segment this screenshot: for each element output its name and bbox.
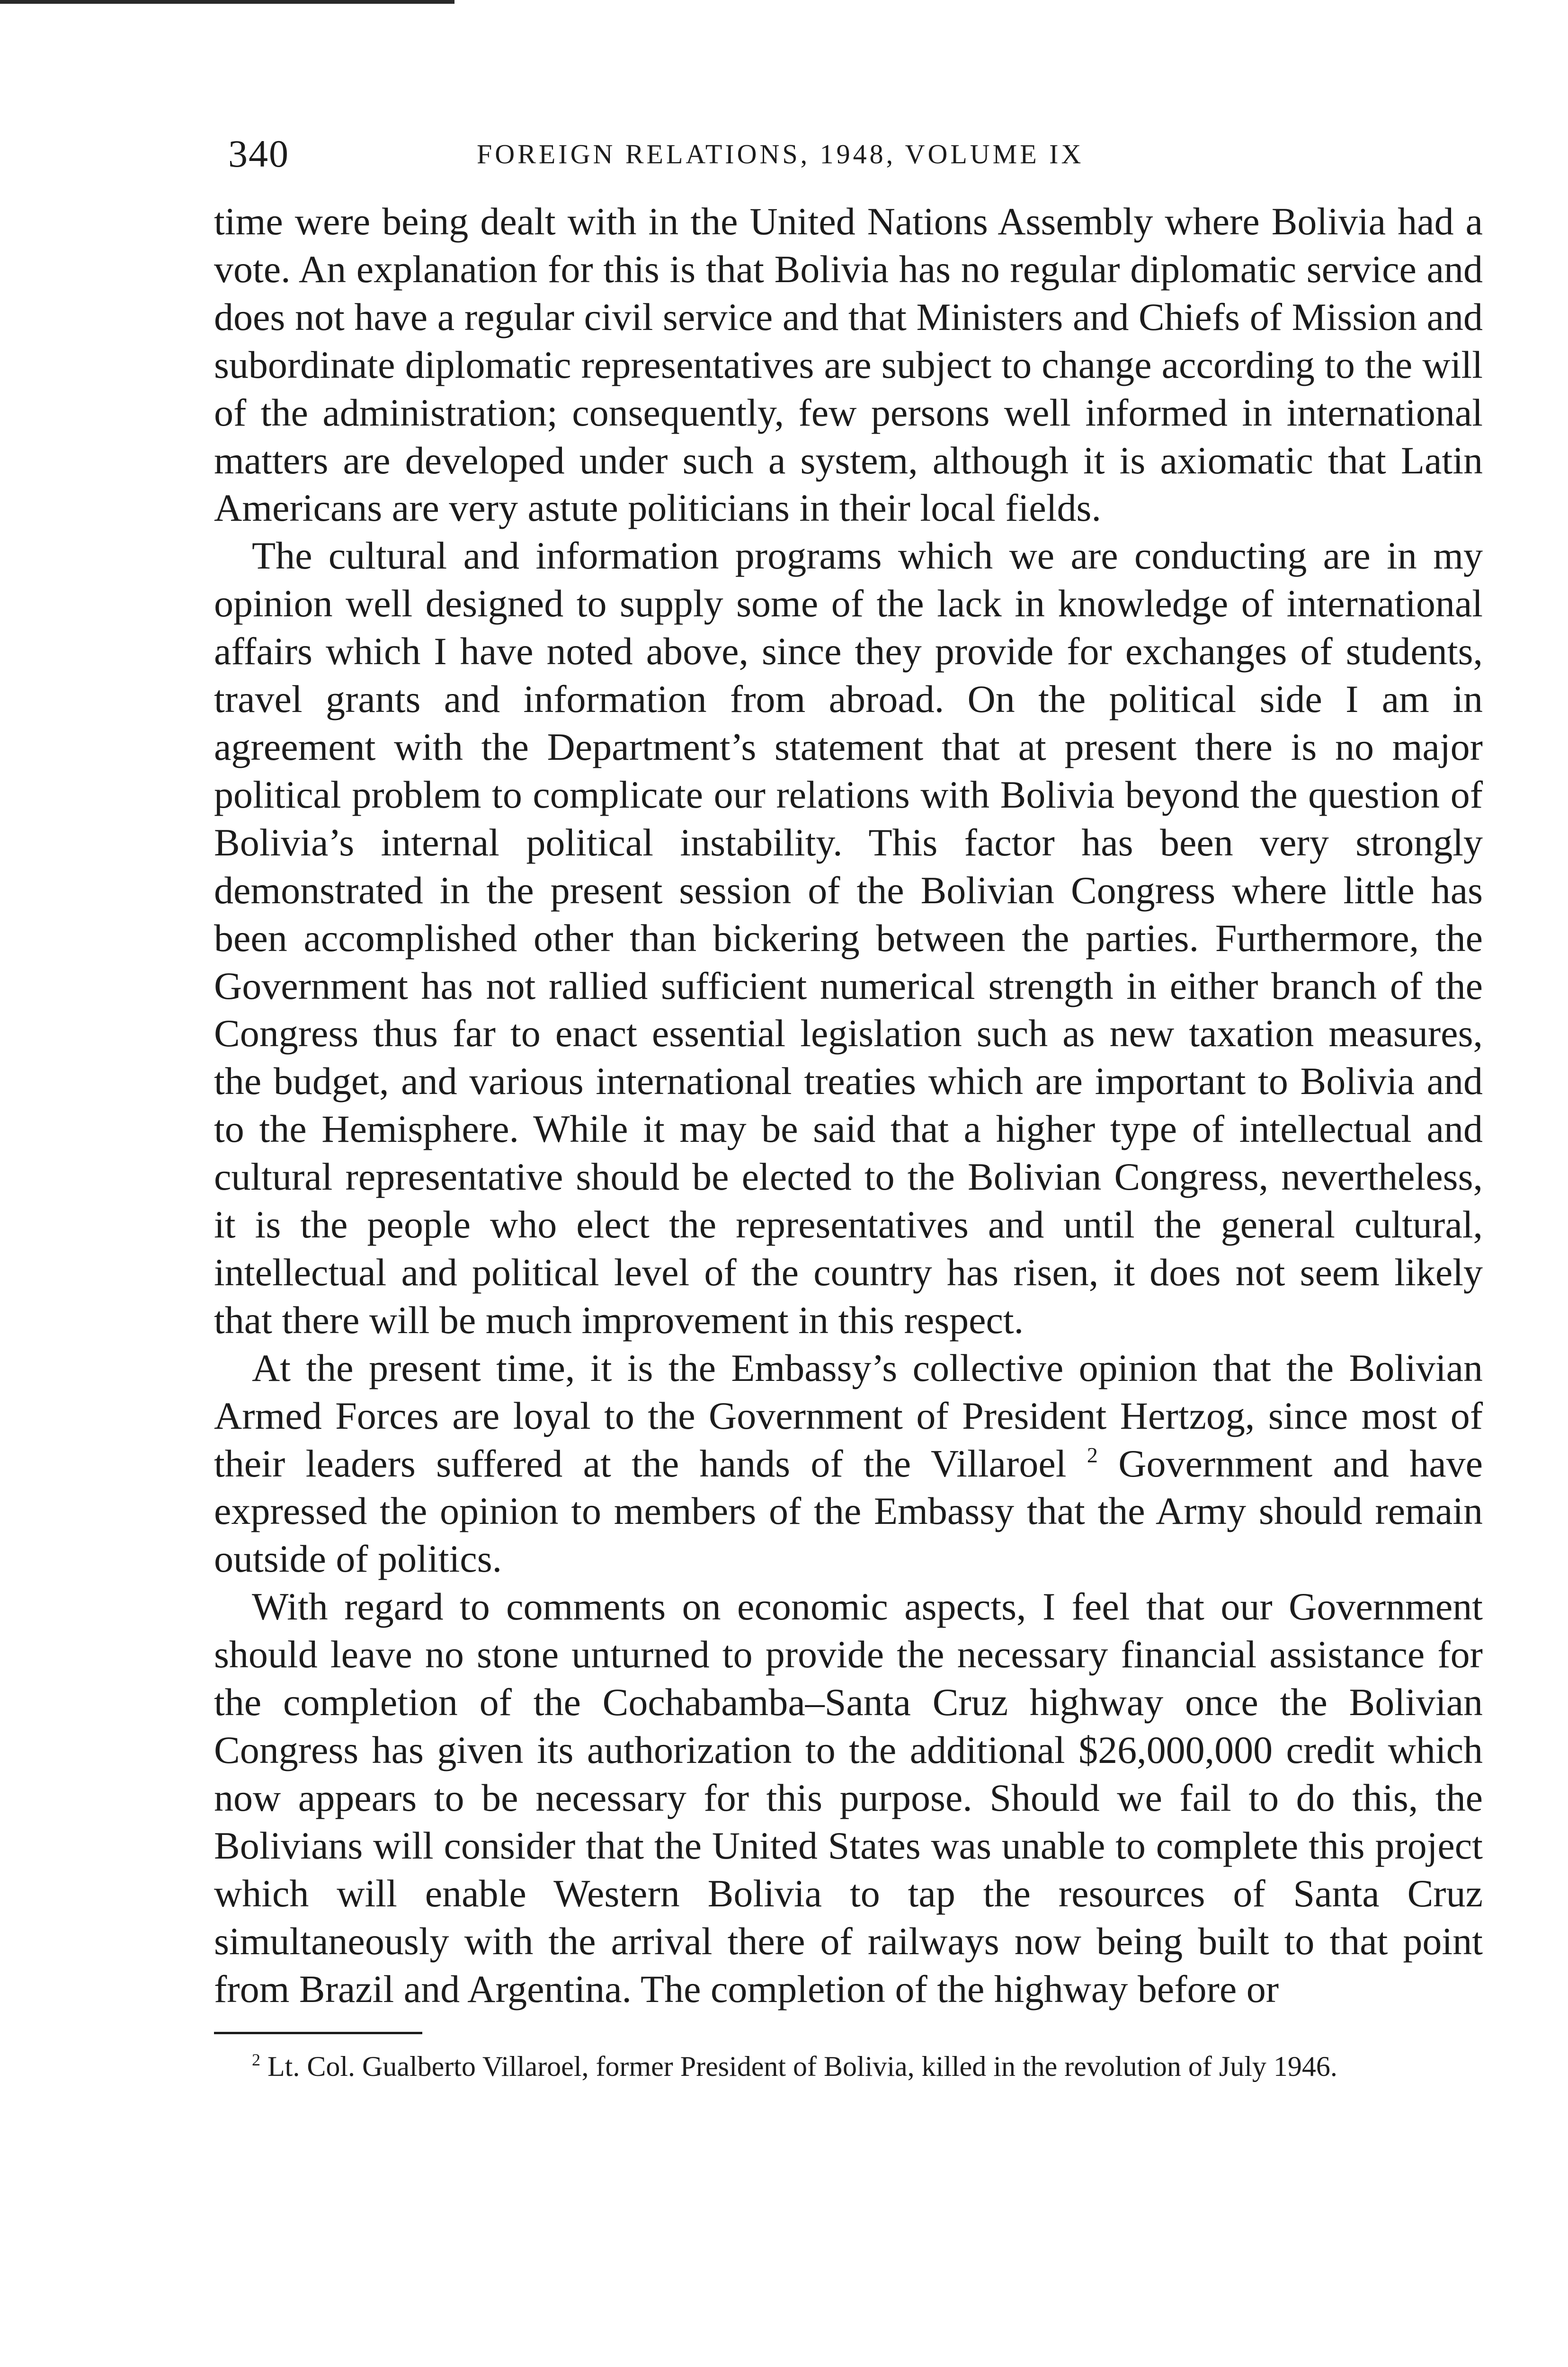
running-title: FOREIGN RELATIONS, 1948, VOLUME IX [477, 139, 1084, 169]
paragraph-3-text-after: Government and have expressed the opinion to members of the Embassy that the Army should remain outside of politics. [214, 1442, 1483, 1581]
footnote-divider [214, 2032, 422, 2034]
paragraph-3 [214, 1344, 1483, 1584]
footnote-reference[interactable]: 2 [1087, 1442, 1098, 1467]
top-edge-rule [0, 0, 454, 4]
paragraph-3-text-before: At the present time, it is the Embassy’s collective opinion that the Bolivian Armed Forces are loyal to the Government of President Hertzog, since most of their leaders suffered at the hands of the Villaroel [214, 1346, 1483, 1485]
running-head [214, 123, 1483, 175]
paragraph-2: The cultural and information programs which we are conducting are in my opinion well designed to supply some of the lack in knowledge of international affairs which I have noted above, since they provide for exchanges of students, travel grants and information from abroad. On the political side I am in agreement with the Department’s statement that at present there is no major political problem to complicate our relations with Bolivia beyond the question of Bolivia’s internal political instability. This factor has been very strongly demonstrated in the present session of the Bolivian Congress where little has been accomplished other than bickering between the parties. Furthermore, the Government has not rallied sufficient numerical strength in either branch of the Congress thus far to enact essential legislation such as new taxation measures, the budget, and various international treaties which are important to Bolivia and to the Hemisphere. While it may be said that a higher type of intellectual and cultural representative should be elected to the Bolivian Congress, nevertheless, it is the people who elect the representatives and until the general cultural, intellectual and political level of the country has risen, it does not seem likely that there will be much improvement in this respect. [214, 534, 1483, 1342]
paragraph-1: time were being dealt with in the United Nations Assembly where Bolivia had a vote. An explanation for this is that Bolivia has no regular diplomatic service and does not have a regular civil service and that Ministers and Chiefs of Mission and subordinate diplomatic representatives are subject to change according to the will of the administration; consequently, few persons well informed in international matters are developed under such a system, although it is axiomatic that Latin Americans are very astute politicians in their local fields. [214, 200, 1483, 530]
body-text [214, 198, 1483, 2013]
document-page [214, 123, 1483, 2085]
footnote [214, 2047, 1483, 2085]
footnote-text: Lt. Col. Gualberto Villaroel, former President of Bolivia, killed in the revolution of July 1946. [267, 2051, 1337, 2082]
footnote-mark: 2 [252, 2050, 260, 2070]
paragraph-4: With regard to comments on economic aspects, I feel that our Government should leave no stone unturned to provide the necessary financial assistance for the completion of the Cochabamba–Santa Cruz highway once the Bolivian Congress has given its authorization to the additional $26,000,000 credit which now appears to be necessary for this purpose. Should we fail to do this, the Bolivians will consider that the United States was unable to complete this project which will enable Western Bolivia to tap the resources of Santa Cruz simultaneously with the arrival there of railways now being built to that point from Brazil and Argentina. The completion of the highway before or [214, 1585, 1483, 2011]
page-number: 340 [228, 132, 289, 175]
